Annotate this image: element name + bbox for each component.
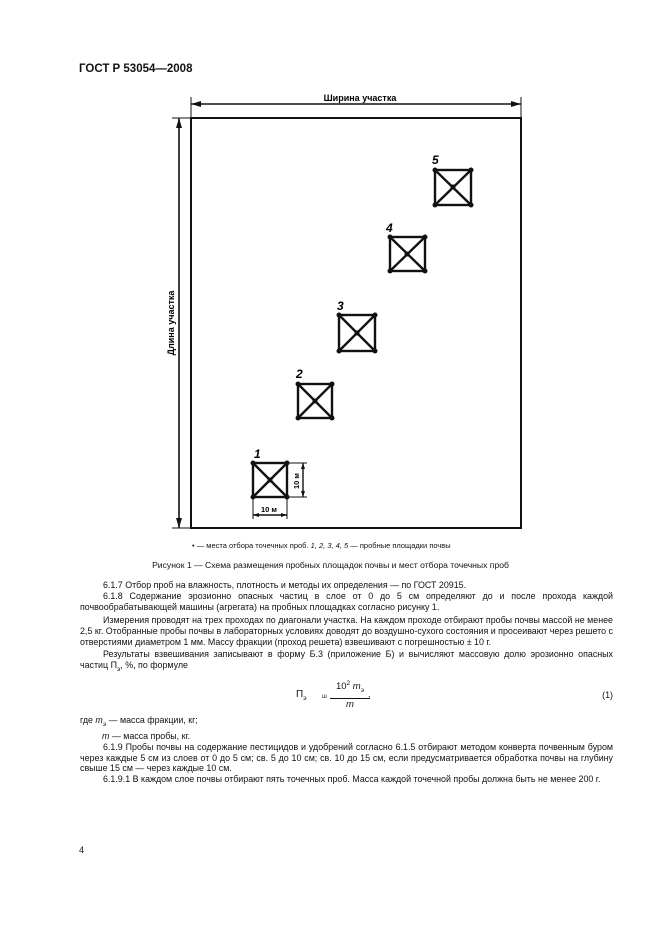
document-header: ГОСТ Р 53054—2008 (79, 63, 193, 75)
plot-number-5: 5 (432, 153, 439, 167)
paragraph-measurements: Измерения проводят на трех проходах по диагонали участка. На каждом проходе отбирают пробы почвы массой не менее 2,5 кг. Отобранные пробы почвы в лабораторных условиях доводят до воздушно-сухого состояния и просеивают через решето с отверстиями диаметром 1 мм. Массу фракции (проход решета) взвешивают с погрешностью ± 10 г. (80, 614, 613, 647)
definition-m: m — масса пробы, кг. (102, 730, 191, 741)
plot-dimension-horizontal: 10 м (261, 505, 277, 514)
page-number: 4 (79, 845, 85, 855)
paragraph-results: Результаты взвешивания записывают в форму Б.3 (приложение Б) и вычисляют массовую долю эрозионно опасных частиц $П_э$, %, по формуле (80, 649, 613, 674)
figure-caption: Рисунок 1 — Схема размещения пробных площадок почвы и мест отбора точечных проб (152, 560, 509, 570)
plot-number-2: 2 (296, 367, 303, 381)
plot-number-4: 4 (386, 221, 393, 235)
formula-denominator: m (346, 698, 354, 710)
plot-number-1: 1 (254, 447, 261, 461)
formula-fraction (330, 679, 370, 711)
legend-numbers: 1, 2, 3, 4, 5 (310, 541, 349, 550)
legend-marker-note: • — места отбора точечных проб. (192, 541, 309, 550)
document-body (80, 580, 613, 785)
plot-dimension-vertical: 10 м (292, 473, 301, 489)
paragraph-6-1-7: 6.1.7 Отбор проб на влажность, плотность и методы их определения — по ГОСТ 20915. (103, 580, 467, 590)
legend-plots-note: — пробные площадки почвы (350, 541, 451, 550)
formula-numerator: $10^2$ $m_э$ (330, 679, 370, 699)
paragraph-6-1-8: 6.1.8 Содержание эрозионно опасных частиц в слое от 0 до 5 см определяют до и после прохода каждой почвообрабатывающей машины (агрегата) на пробных площадках согласно рисунку 1. (80, 590, 613, 612)
width-label: Ширина участка (323, 93, 397, 103)
formula-lhs: $П_э$ (296, 689, 307, 703)
formula-1: $П_э$ ш $10^2$ $m_э$ m , (1) (296, 680, 613, 710)
length-label: Длина участка (166, 290, 176, 356)
paragraph-6-1-9-1: 6.1.9.1 В каждом слое почвы отбирают пять точечных проб. Масса каждой точечной пробы должна быть не менее 200 г. (103, 774, 601, 785)
figure-legend (192, 541, 451, 550)
formula-equals: ш (322, 694, 327, 701)
plot-number-3: 3 (337, 299, 344, 313)
formula-number: (1) (602, 690, 613, 701)
definition-m-e: где $m_э$ — масса фракции, кг; (80, 715, 198, 728)
paragraph-6-1-9: 6.1.9 Пробы почвы на содержание пестицидов и удобрений согласно 6.1.5 отбирают методом конверта почвенным буром через каждые 5 см из слоев от 0 до 5 см; св. 5 до 10 см; св. 10 до 15 см, если предусматривается обработка почвы на глубину свыше 15 см — через каждые 10 см. (80, 741, 613, 774)
